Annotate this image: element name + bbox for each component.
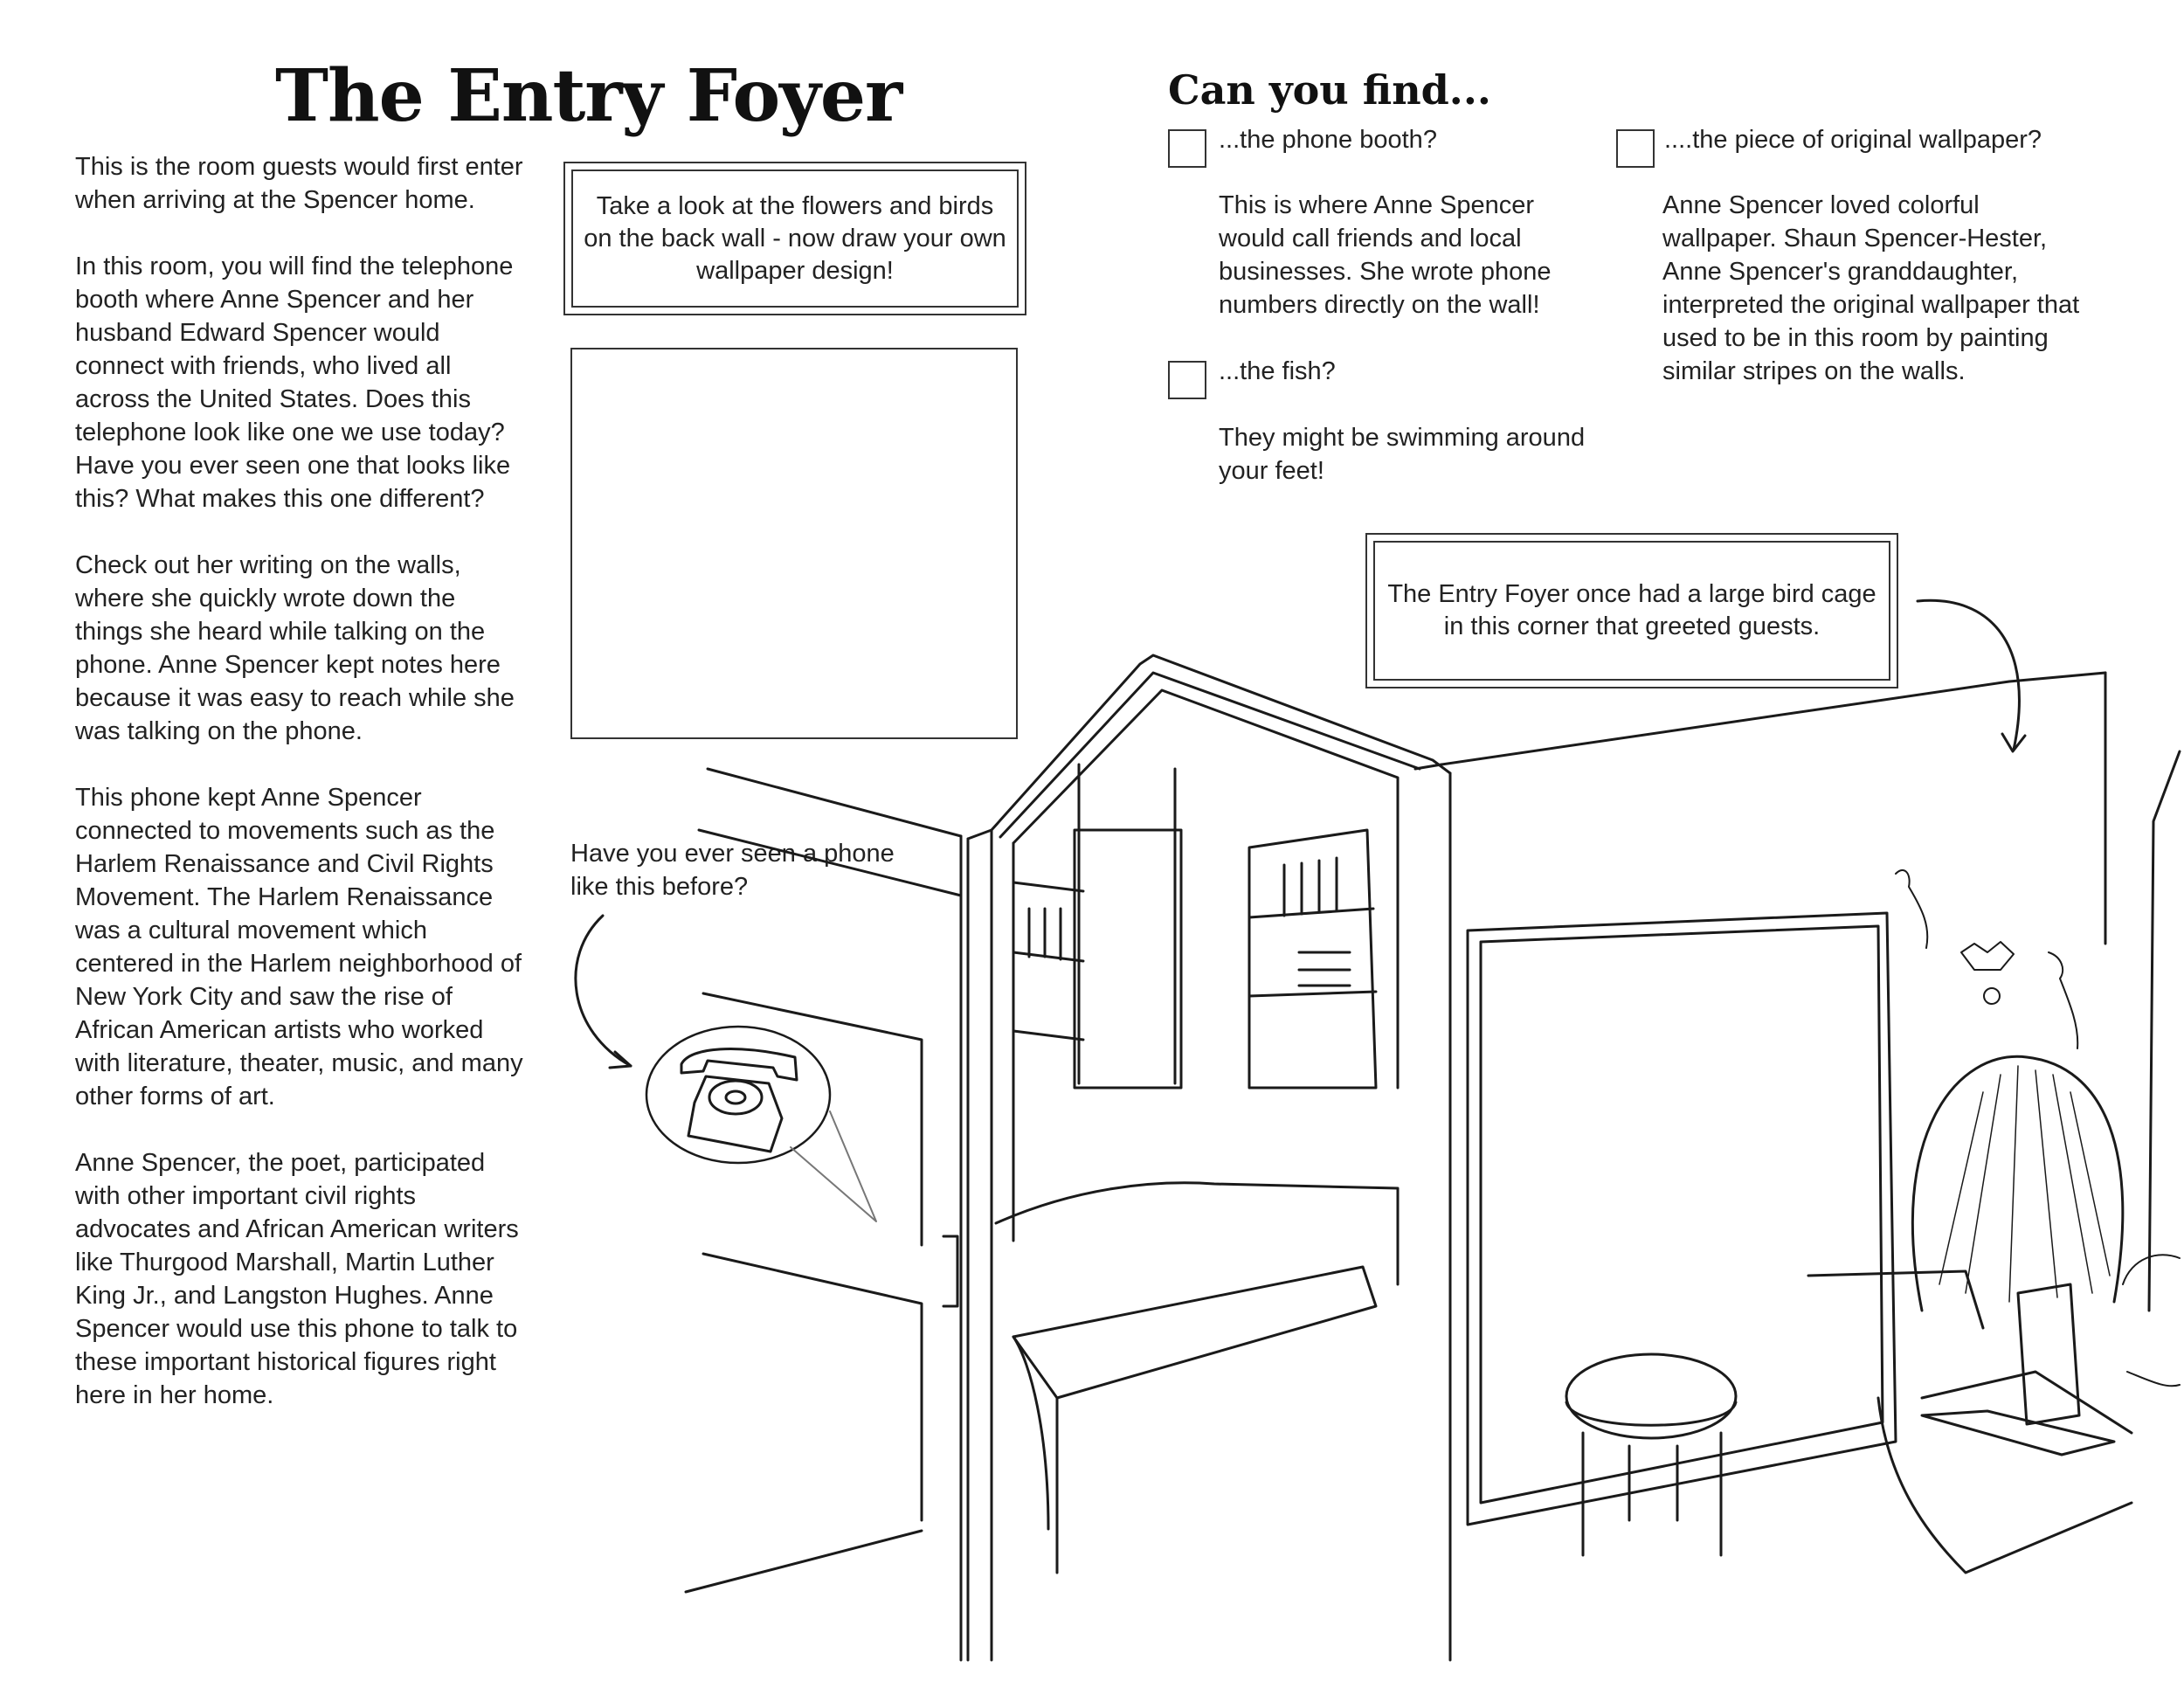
intro-paragraph: This is the room guests would first enter when arriving at the Spencer home. <box>75 153 523 214</box>
phone-arrow <box>576 916 631 1066</box>
birdcage-arrow <box>1918 600 2019 750</box>
birdcage-arrow-head <box>2002 734 2025 751</box>
open-book <box>1922 1411 2114 1455</box>
door-top-edge <box>708 769 961 836</box>
find-description-phone-booth: This is where Anne Spencer would call friends and local businesses. She wrote phone numbers directly on the wall! <box>1219 191 1552 319</box>
find-label-fish: ...the fish? <box>1219 357 1336 385</box>
wall-birds <box>1896 870 2077 1048</box>
phone-question: Have you ever seen a phone like this before? <box>570 840 895 901</box>
intro-paragraph: In this room, you will find the telephone booth where Anne Spencer and her husband Edward Spencer would connect with friends, who lived all across the United States. Does this telephone look like one we use today? Have you ever seen one that looks like this? What makes this one different? <box>75 253 514 513</box>
phone-magnifier-circle <box>646 1027 830 1163</box>
page-title: The Entry Foyer <box>275 54 902 138</box>
door-handle <box>943 1236 957 1306</box>
ceiling-line <box>1415 673 2105 769</box>
booth-bookcase <box>1249 830 1376 1088</box>
find-description-fish: They might be swimming around your feet! <box>1219 424 1586 485</box>
plant-icon <box>2123 1255 2180 1386</box>
find-title: Can you find... <box>1168 66 1491 114</box>
intro-paragraph: This phone kept Anne Spencer connected to movements such as the Harlem Renaissance and Civil Rights Movement. The Harlem Renaissance was a cultural movement which centered in the Harlem neighborhood of New York City and saw the rise of African American artists who worked with literature, theater, music, and many other forms of art. <box>75 784 523 1110</box>
magnifier-pointer <box>791 1111 876 1221</box>
booth-bench <box>996 1183 1398 1284</box>
intro-paragraph: Anne Spencer, the poet, participated with other important civil rights advocates and African American writers like Thurgood Marshall, Martin Luther King Jr., and Langston Hughes. Anne Spencer would use this phone to talk to these important historical figures right here in her home. <box>75 1149 519 1409</box>
birdcage-note: The Entry Foyer once had a large bird cage in this corner that greeted guests. <box>1373 541 1890 681</box>
intro-paragraph: Check out her writing on the walls, where she quickly wrote down the things she heard while talking on the phone. Anne Spencer kept notes here because it was easy to reach while she was talking on the phone. <box>75 551 515 745</box>
door-panel-upper <box>703 993 922 1245</box>
find-label-phone-booth: ...the phone booth? <box>1219 126 1437 154</box>
phone-icon <box>681 1049 797 1152</box>
booth-shelves-left <box>1013 882 1083 1040</box>
booth-window <box>1075 830 1181 1088</box>
door-panel-lower <box>703 1254 922 1520</box>
booth-arch <box>992 655 1450 830</box>
wallpaper-prompt: Take a look at the flowers and birds on the back wall - now draw your own wallpaper design! <box>571 169 1019 308</box>
find-label-wallpaper: ....the piece of original wallpaper? <box>1664 126 2042 154</box>
find-description-wallpaper: Anne Spencer loved colorful wallpaper. Shaun Spencer-Hester, Anne Spencer's granddaughter, interpreted the original wallpaper that used to be in this room by painting similar stripes on the walls. <box>1662 191 2080 385</box>
